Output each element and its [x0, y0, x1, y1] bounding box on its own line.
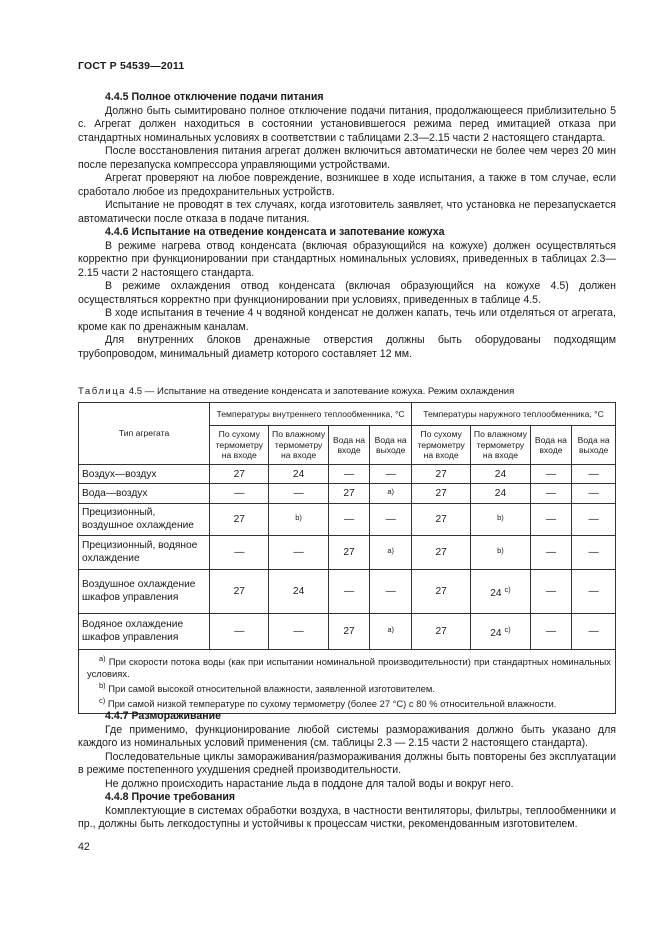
header-wet-bulb: По влажному термометру на входе — [471, 426, 530, 465]
row-name: Водяное охлаждение шкафов управления — [79, 614, 210, 650]
paragraph: Испытание не проводят в тех случаях, когда изготовитель заявляет, что установка не перезапускается автоматически после отказа в подаче питания. — [78, 199, 616, 225]
footnote-ref: c) — [504, 624, 511, 634]
section-heading-4-4-6: 4.4.6 Испытание на отведение конденсата и запотевание кожуха — [105, 226, 445, 238]
cell — [370, 484, 412, 504]
document-header: ГОСТ Р 54539—2011 — [78, 60, 185, 72]
section-heading-4-4-7: 4.4.7 Размораживание — [105, 710, 222, 722]
cell: — — [328, 570, 370, 614]
row-name: Вода—воздух — [79, 484, 210, 504]
footnote-text: При скорости потока воды (как при испытании номинальной производительности) при стандартных номинальных условиях. — [87, 656, 611, 679]
header-wet-bulb: По влажному термометру на входе — [269, 426, 328, 465]
page-number: 42 — [78, 841, 90, 853]
cell: 27 — [412, 614, 471, 650]
cell: — — [269, 484, 328, 504]
cell: — — [572, 465, 616, 484]
cell: 27 — [412, 484, 471, 504]
cell: 27 — [210, 504, 269, 536]
cell: — — [572, 484, 616, 504]
cell: — — [269, 536, 328, 570]
cell: — — [572, 536, 616, 570]
row-name: Воздушное охлаждение шкафов управления — [79, 570, 210, 614]
cell: — — [530, 504, 572, 536]
header-water-in: Вода на входе — [530, 426, 572, 465]
cell: — — [530, 465, 572, 484]
table-4-5 — [78, 402, 616, 714]
cell: 27 — [412, 570, 471, 614]
table-row — [79, 536, 616, 570]
cell — [471, 570, 530, 614]
cell: 24 — [471, 484, 530, 504]
footnote-ref: b) — [497, 545, 504, 555]
paragraph: В режиме нагрева отвод конденсата (включая образующийся на кожухе) должен осуществляться корректно при функционировании при стандартных номинальных условиях, приведенных в таблицах 2.3—2.15 части 2 настоящего стандарта. — [78, 239, 616, 279]
section-heading-4-4-8: 4.4.8 Прочие требования — [105, 791, 236, 803]
table-row — [79, 614, 616, 650]
row-name: Прецизионный, воздушное охлаждение — [79, 504, 210, 536]
footnote-ref: c) — [504, 584, 511, 594]
footnote-ref: b) — [497, 512, 504, 522]
paragraph: Последовательные циклы замораживания/размораживания должны быть повторены без эксплуатации в режиме постепенного ухудшения средней производительности. — [78, 750, 616, 776]
paragraph: Для внутренних блоков дренажные отверстия должны быть оборудованы подходящим трубопроводом, минимальный диаметр которого составляет 12 мм. — [78, 334, 616, 360]
footnote-mark: c) — [99, 696, 106, 705]
header-dry-bulb: По сухому термометру на входе — [210, 426, 269, 465]
header-inner-exchanger: Температуры внутреннего теплообменника, °С — [210, 403, 412, 426]
paragraph: В ходе испытания в течение 4 ч водяной конденсат не должен капать, течь или отделяться от агрегата, кроме как по дренажным каналам. — [78, 307, 616, 333]
cell: — — [370, 465, 412, 484]
table-notes-row — [79, 650, 616, 714]
section-4-4-5-4-4-6 — [78, 91, 616, 361]
footnote-text: При самой низкой температуре по сухому термометру (более 27 °С) с 80 % относительной влажности. — [105, 698, 557, 709]
paragraph: После восстановления питания агрегат должен включиться автоматически не более чем через 20 мин после перезапуска компрессора управляющими устройствами. — [78, 145, 616, 171]
row-name: Воздух—воздух — [79, 465, 210, 484]
paragraph: Где применимо, функционирование любой системы размораживания должно быть указано для каждого из номинальных условий применения (см. таблицы 2.3 — 2.15 части 2 настоящего стандарта). — [78, 723, 616, 749]
cell — [471, 504, 530, 536]
paragraph: Должно быть сымитировано полное отключение подачи питания, продолжающееся приблизительно 5 с. Агрегат должен находиться в состоянии установившегося режима перед имитацией отказа при стандартных номинальных условиях в соответствии с таблицами 2.3—2.15 части 2 настоящего стандарта. — [78, 104, 616, 144]
cell: 27 — [412, 504, 471, 536]
cell — [370, 614, 412, 650]
table-notes — [79, 650, 616, 714]
table-note — [87, 695, 611, 710]
row-name: Прецизионный, водяное охлаждение — [79, 536, 210, 570]
cell: — — [210, 484, 269, 504]
header-water-out: Вода на выходе — [370, 426, 412, 465]
cell: 27 — [210, 465, 269, 484]
table-caption-text: 4.5 — Испытание на отведение конденсата и запотевание кожуха. Режим охлаждения — [126, 386, 515, 397]
footnote-ref: a) — [387, 486, 395, 496]
footnote-ref: a) — [387, 545, 395, 555]
cell: — — [210, 536, 269, 570]
cell-value: 24 — [490, 587, 502, 599]
table-row — [79, 465, 616, 484]
cell — [370, 536, 412, 570]
header-unit-type: Тип агрегата — [79, 403, 210, 465]
table-note — [87, 653, 611, 680]
cell: 27 — [412, 536, 471, 570]
cell: — — [530, 614, 572, 650]
cell: 27 — [328, 614, 370, 650]
cell — [471, 614, 530, 650]
footnote-mark: a) — [99, 654, 106, 663]
cell: — — [328, 465, 370, 484]
cell: — — [530, 536, 572, 570]
footnote-ref: b) — [295, 512, 302, 522]
cell: — — [210, 614, 269, 650]
cell: — — [370, 504, 412, 536]
header-water-out: Вода на выходе — [572, 426, 616, 465]
cell: — — [572, 504, 616, 536]
cell: 27 — [328, 484, 370, 504]
cell: 27 — [412, 465, 471, 484]
paragraph: Агрегат проверяют на любое повреждение, возникшее в ходе испытания, а также в том случае, если сработало любое из предохранительных устройств. — [78, 172, 616, 198]
cell-value: 24 — [490, 627, 502, 639]
cell: — — [572, 570, 616, 614]
header-outer-exchanger: Температуры наружного теплообменника, °С — [412, 403, 616, 426]
cell: 24 — [471, 465, 530, 484]
table-row — [79, 504, 616, 536]
table-row — [79, 484, 616, 504]
paragraph: Комплектующие в системах обработки воздуха, в частности вентиляторы, фильтры, теплообменники и пр., должны быть легкодоступны и устойчивы к процессам чистки, рекомендованным изготовителем. — [78, 804, 616, 830]
footnote-ref: a) — [387, 624, 395, 634]
table-note — [87, 680, 611, 695]
cell: — — [530, 570, 572, 614]
cell — [471, 536, 530, 570]
header-water-in: Вода на входе — [328, 426, 370, 465]
cell: — — [269, 614, 328, 650]
table-caption — [78, 386, 514, 397]
cell: — — [530, 484, 572, 504]
table-caption-word: Таблица — [78, 386, 127, 397]
section-4-4-7-4-4-8 — [78, 710, 616, 832]
cell: 27 — [210, 570, 269, 614]
cell: — — [572, 614, 616, 650]
header-dry-bulb: По сухому термометру на входе — [412, 426, 471, 465]
paragraph: В режиме охлаждения отвод конденсата (включая образующийся на кожухе 4.5) должен осуществляться корректно при функционировании при условиях, приведенных в таблице 4.5. — [78, 280, 616, 306]
cell: 24 — [269, 465, 328, 484]
cell: — — [328, 504, 370, 536]
section-heading-4-4-5: 4.4.5 Полное отключение подачи питания — [105, 91, 324, 103]
cell: 24 — [269, 570, 328, 614]
footnote-mark: b) — [99, 681, 106, 690]
table-row — [79, 570, 616, 614]
cell: — — [370, 570, 412, 614]
paragraph: Не должно происходить нарастание льда в поддоне для талой воды и вокруг него. — [105, 777, 514, 790]
footnote-text: При самой высокой относительной влажности, заявленной изготовителем. — [105, 683, 435, 694]
cell: 27 — [328, 536, 370, 570]
cell — [269, 504, 328, 536]
